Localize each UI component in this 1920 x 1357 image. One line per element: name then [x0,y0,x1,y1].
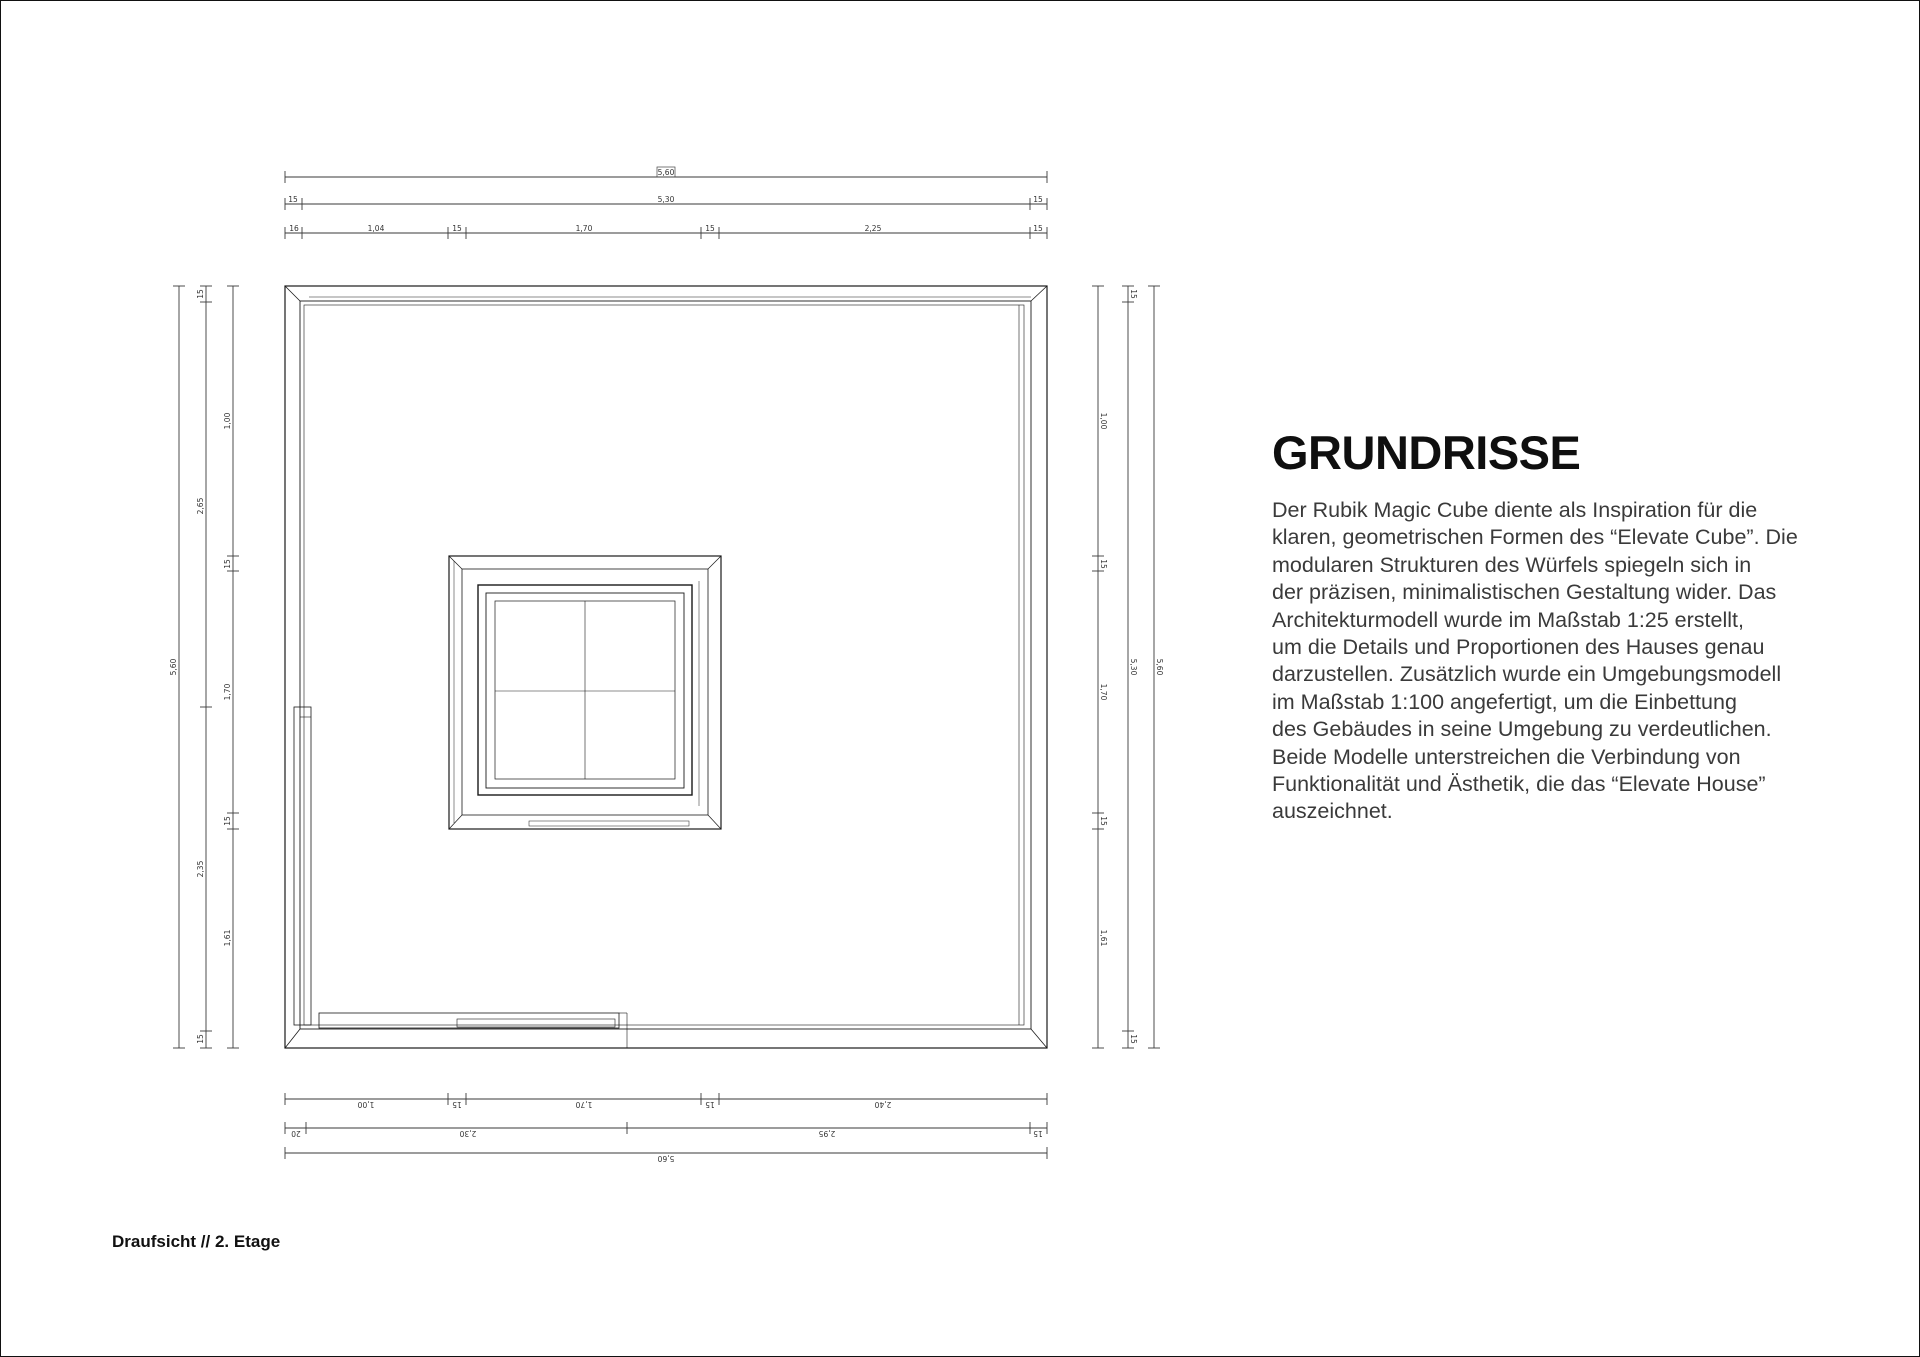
dim-label: 1,70 [223,683,232,701]
dim-label: 1,70 [1099,683,1108,701]
dim-top-overall: 5,60 [657,168,675,177]
dim-label: 15 [223,559,232,569]
dim-label: 1,00 [357,1100,375,1109]
dim-label: 15 [1129,289,1138,299]
dim-label: 16 [289,224,299,233]
dim-label: 15 [223,816,232,826]
dim-label: 1,61 [1099,929,1108,947]
description-line: Beide Modelle unterstreichen die Verbindung von [1272,744,1741,769]
dim-label: 2,30 [459,1129,477,1138]
dim-label: 5,60 [657,1154,675,1163]
description-line: Funktionalität und Ästhetik, die das “Elevate House” [1272,772,1766,797]
dim-label: 2,25 [864,224,882,233]
dim-label: 5,60 [1155,658,1164,676]
dim-label: 2,95 [818,1129,836,1138]
description-line: modularen Strukturen des Würfels spiegeln sich in [1272,552,1752,577]
description-line: im Maßstab 1:100 angefertigt, um die Einbettung [1272,689,1737,714]
dim-label: 15 [1033,224,1043,233]
dim-label: 1,04 [367,224,385,233]
description-line: der präzisen, minimalistischen Gestaltung wider. Das [1272,580,1777,605]
floor-plan-drawing [1,1,1201,1241]
dim-label: 15 [1099,816,1108,826]
dim-label: 15 [452,224,462,233]
dim-label: 15 [1033,195,1043,204]
dim-label: 1,00 [1099,412,1108,430]
dim-label: 1,70 [575,224,593,233]
dim-label: 15 [288,195,298,204]
dim-label: 15 [1099,559,1108,569]
dim-label: 2,35 [196,860,205,878]
dim-label: 15 [452,1100,462,1109]
plan-caption: Draufsicht // 2. Etage [112,1232,281,1251]
dim-label: 2,65 [196,497,205,515]
dim-label: 15 [705,224,715,233]
description-line: klaren, geometrischen Formen des “Elevate Cube”. Die [1272,525,1798,550]
section-title: GRUNDRISSE [1272,426,1581,479]
left-window [294,707,311,1025]
dim-label: 15 [196,289,205,299]
description-paragraph [1272,497,1872,826]
description-line: um die Details und Proportionen des Hauses genau [1272,635,1765,660]
dim-label: 15 [1033,1129,1043,1138]
dim-label: 1,00 [223,412,232,430]
dim-label: 5,30 [1129,658,1138,676]
description-line: des Gebäudes in seine Umgebung zu verdeutlichen. [1272,717,1772,742]
inner-wall [300,301,1031,1029]
dim-label: 5,60 [169,658,178,676]
dim-label: 5,30 [657,195,675,204]
dim-label: 20 [291,1129,301,1138]
dim-label: 15 [705,1100,715,1109]
bottom-window [319,1013,619,1028]
dim-label: 1,61 [223,929,232,947]
dim-label: 15 [1129,1034,1138,1044]
dim-label: 2,40 [874,1100,892,1109]
description-line: Der Rubik Magic Cube diente als Inspiration für die [1272,498,1758,522]
description-line: darzustellen. Zusätzlich wurde ein Umgebungsmodell [1272,662,1782,687]
dim-label: 1,70 [575,1100,593,1109]
description-line: auszeichnet. [1272,799,1393,824]
outer-wall [285,286,1047,1048]
dim-label: 15 [196,1034,205,1044]
description-line: Architekturmodell wurde im Maßstab 1:25 erstellt, [1272,607,1744,632]
